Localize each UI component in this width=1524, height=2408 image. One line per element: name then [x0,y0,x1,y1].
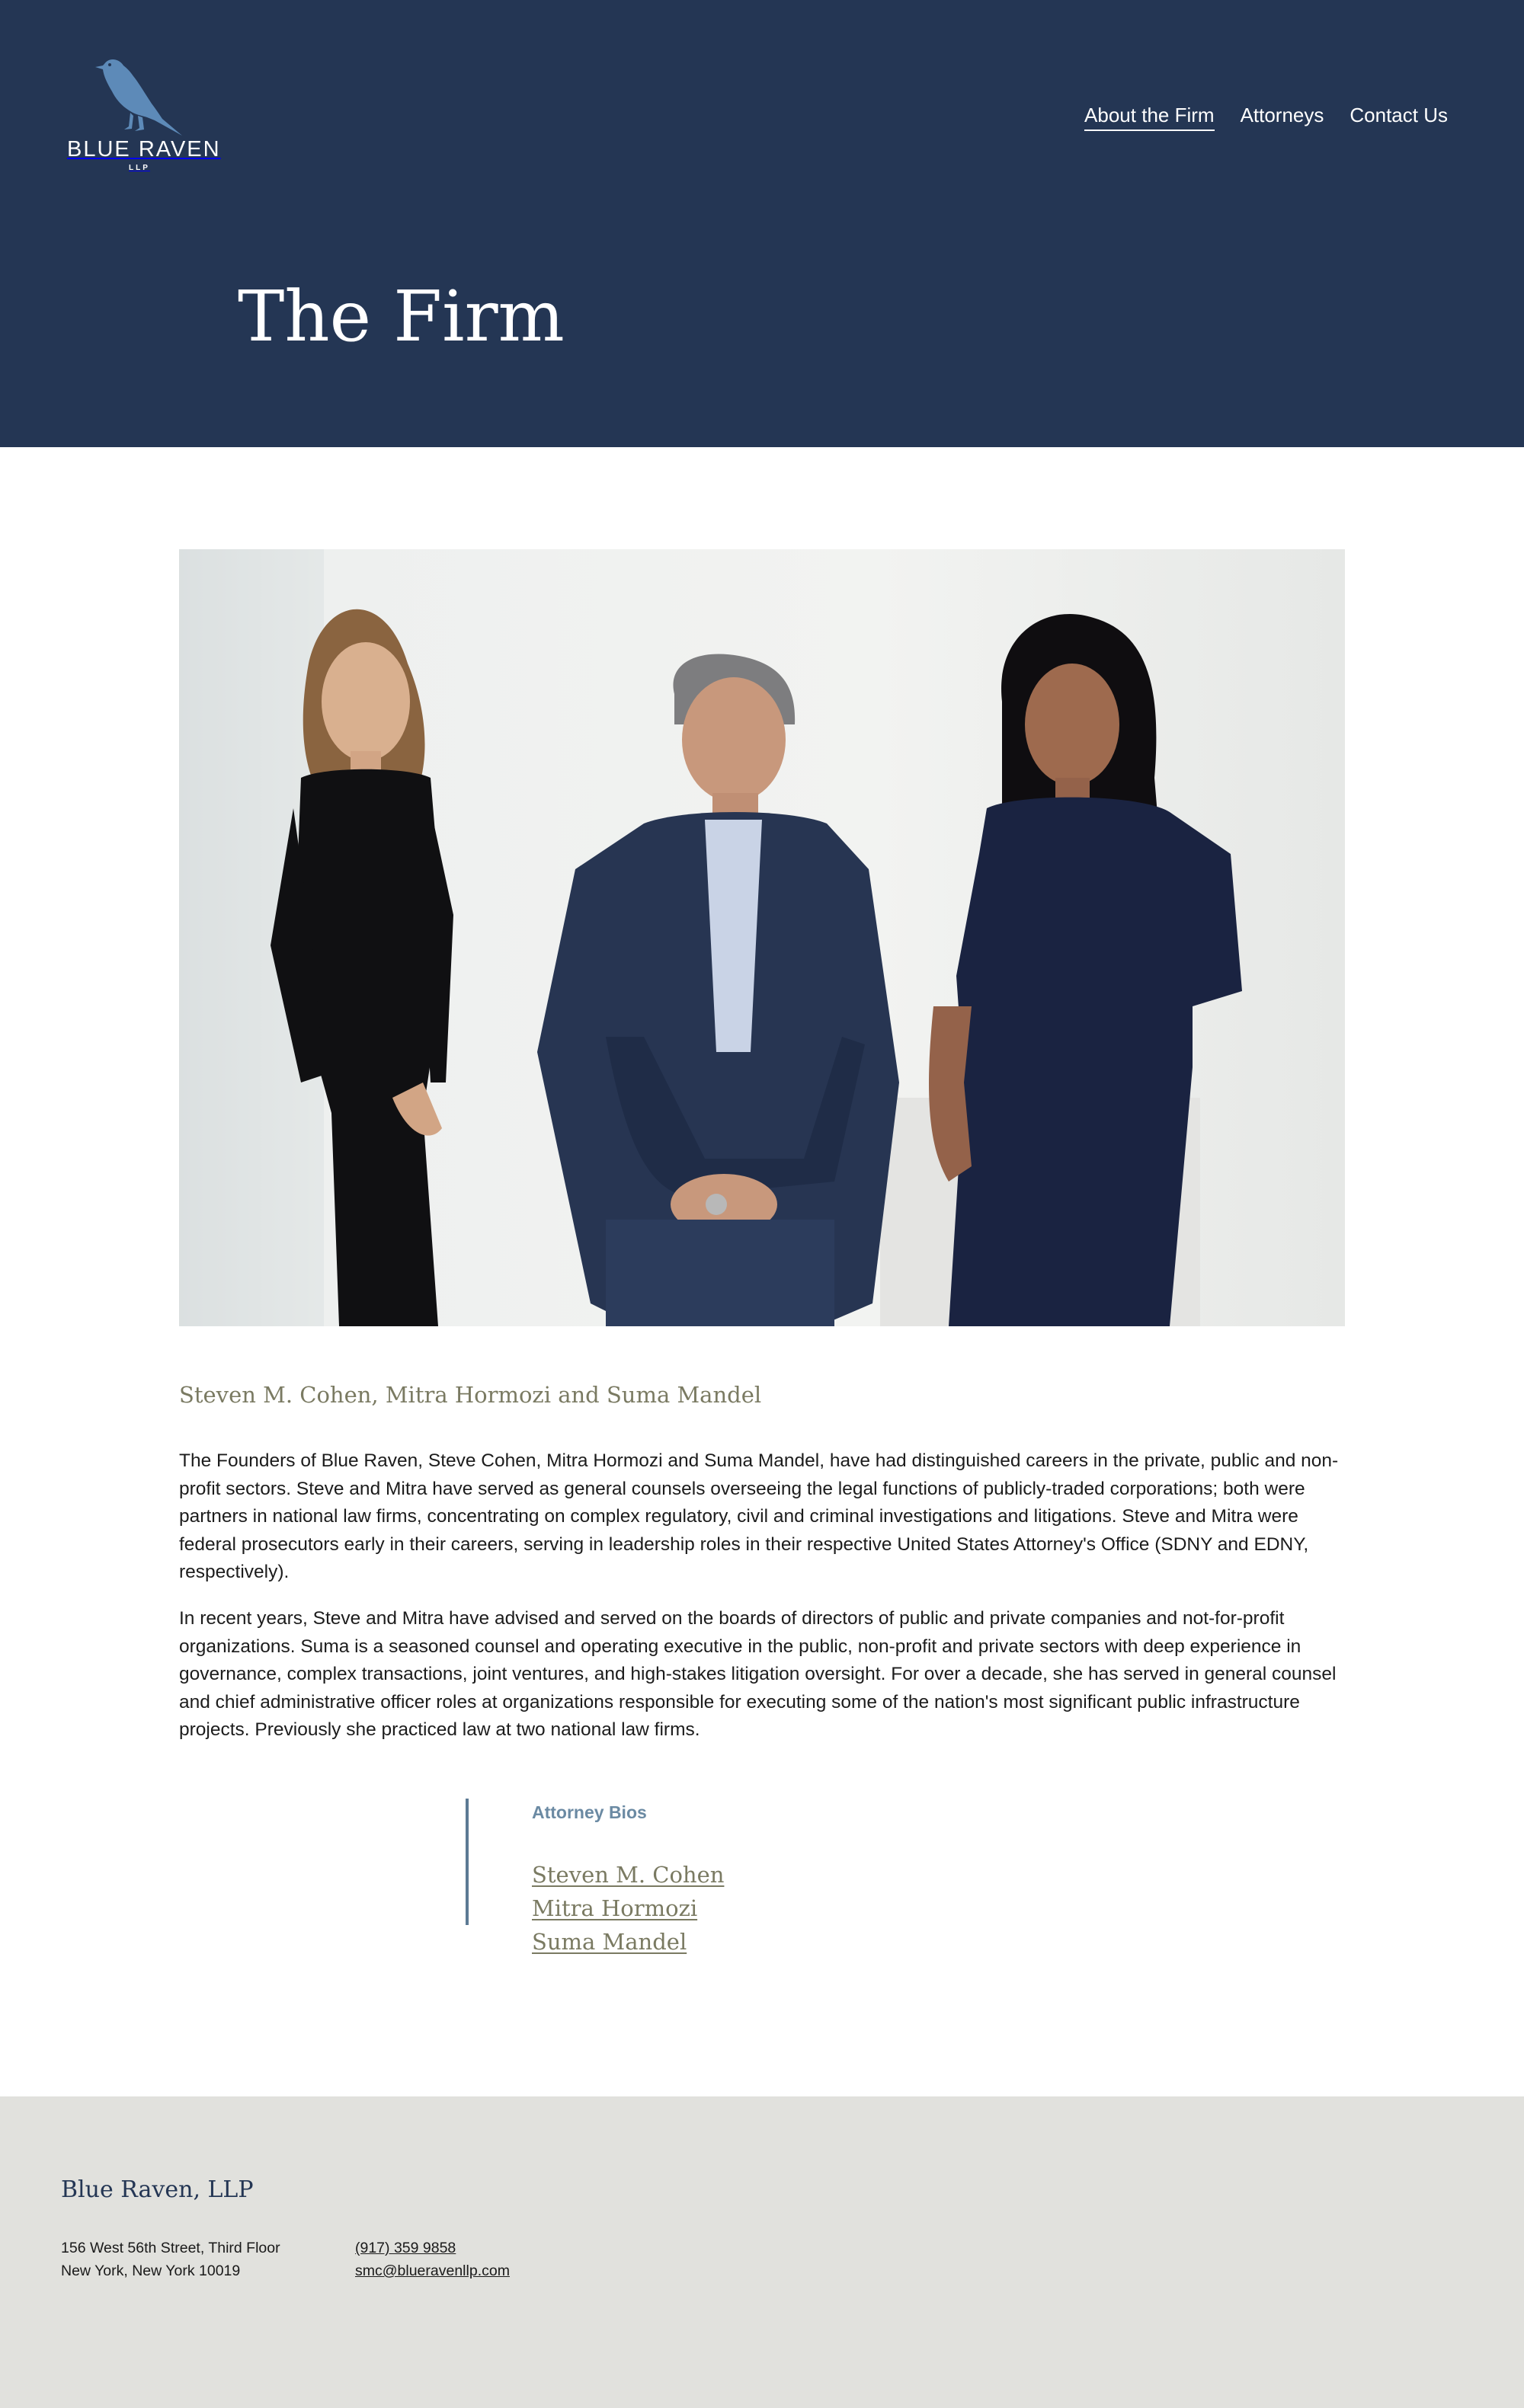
phone-link[interactable]: (917) 359 9858 [355,2240,456,2256]
photo-caption: Steven M. Cohen, Mitra Hormozi and Suma Mandel [179,1382,762,1408]
address-line-1: 156 West 56th Street, Third Floor [61,2240,280,2256]
logo-subtitle: LLP [129,164,150,172]
nav-item-attorneys[interactable]: Attorneys [1240,104,1324,126]
founders-photo [179,549,1345,1326]
nav-item-about-the-firm[interactable]: About the Firm [1084,104,1215,131]
footer-contact [355,2237,510,2282]
paragraph: In recent years, Steve and Mitra have advised and served on the boards of directors of public and private companies and not-for-profit organizations. Suma is a seasoned counsel and operating executive in the public, non-profit and private sectors with deep experience in governance, complex transactions, joint ventures, and high-stakes litigation oversight. For over a decade, she has served in general counsel and chief administrative officer roles at organizations responsible for executing some of the nation's most significant public infrastructure projects. Previously she practiced law at two national law firms. [179,1607,1337,1741]
firm-description [179,1447,1345,1763]
list-item [532,1895,724,1929]
bios-divider [466,1799,469,1925]
main-nav [1084,104,1448,131]
logo[interactable] [67,56,221,186]
paragraph: The Founders of Blue Raven, Steve Cohen, Mitra Hormozi and Suma Mandel, have had distinguished careers in the private, public and non-profit sectors. Steve and Mitra have served as general counsels overseeing the legal functions of publicly-traded corporations; both were partners in national law firms, concentrating on complex regulatory, civil and criminal investigations and litigations. Steve and Mitra were federal prosecutors early in their careers, serving in leadership roles in their respective United States Attorney's Office (SDNY and EDNY, respectively). [179,1450,1339,1583]
list-item [532,1929,724,1962]
nav-item-contact-us[interactable]: Contact Us [1350,104,1448,126]
footer-address [61,2237,280,2282]
bio-link-steven-m-cohen[interactable]: Steven M. Cohen [532,1862,725,1888]
raven-icon [86,56,193,139]
footer-brand: Blue Raven, LLP [61,2176,254,2203]
logo-name: BLUE RAVEN [67,137,221,161]
bios-list [532,1862,724,1962]
list-item [532,1862,724,1895]
address-line-2: New York, New York 10019 [61,2262,241,2279]
bio-link-mitra-hormozi[interactable]: Mitra Hormozi [532,1895,698,1921]
bio-link-suma-mandel[interactable]: Suma Mandel [532,1929,687,1955]
founders-photo-illustration [179,549,1345,1326]
page-title: The Firm [238,276,565,357]
site-footer [0,2096,1524,2408]
email-link[interactable]: smc@blueravenllp.com [355,2262,510,2279]
bios-heading: Attorney Bios [532,1802,647,1822]
site-header [0,0,1524,447]
